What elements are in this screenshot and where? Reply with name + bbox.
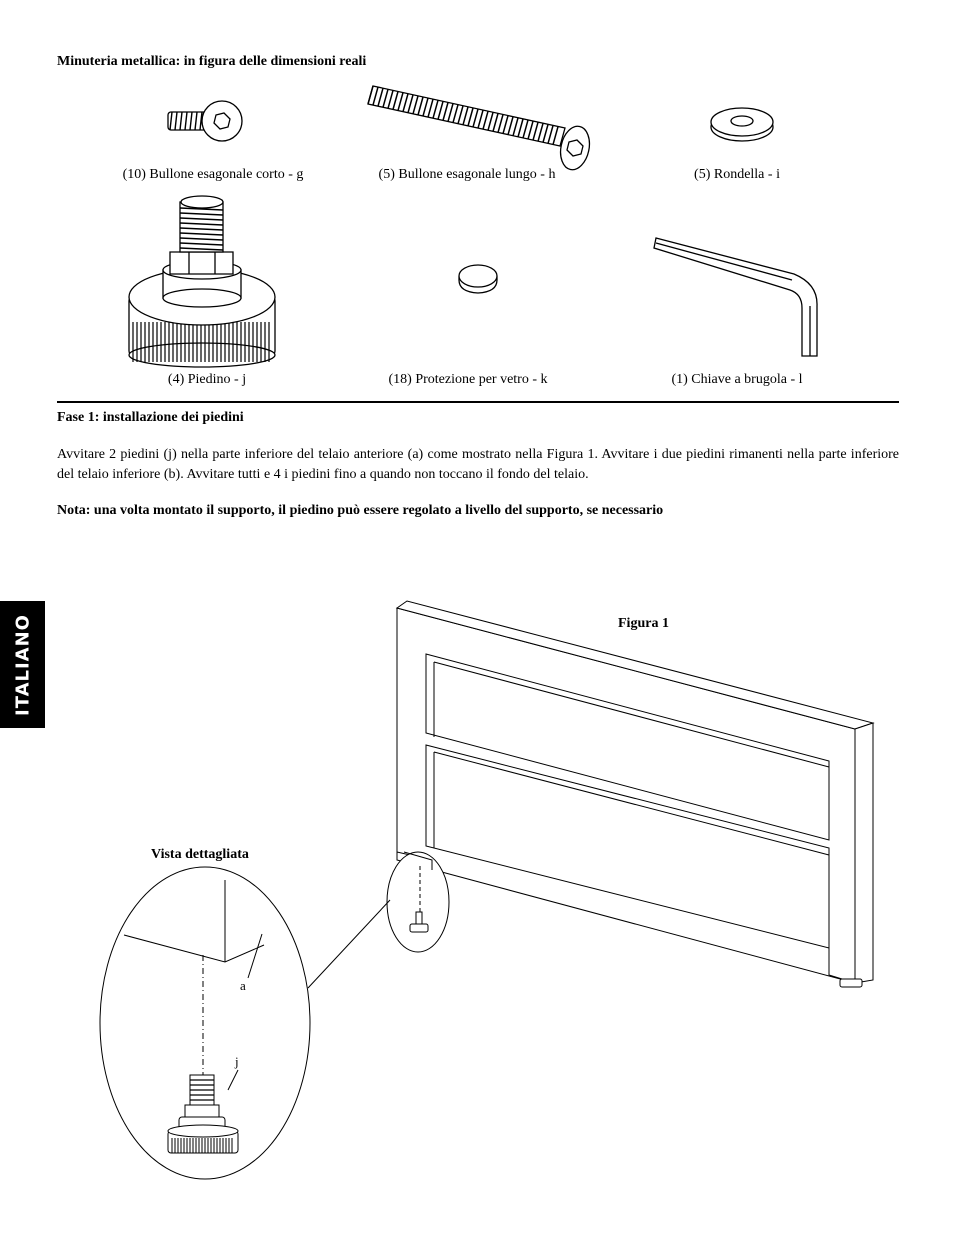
hardware-caption-allen-key: (1) Chiave a brugola - l [671, 372, 803, 387]
callout-j-label: j [235, 1054, 239, 1069]
callout-a-label: a [240, 978, 246, 993]
figure-label: Figura 1 [618, 616, 669, 631]
step-note: Nota: una volta montato il supporto, il piedino può essere regolato a livello del supporto, se necessario [57, 503, 664, 518]
step-instructions: Avvitare 2 piedini (j) nella parte inferiore del telaio anteriore (a) come mostrato nella Figura 1. Avvitare i due piedini rimanenti nella parte inferiore del telaio inferiore (b). Avvitare tutti e 4 i piedini fino a quando non toccano il fondo del telaio. [57, 447, 899, 482]
hardware-caption-leveling-foot: (4) Piedino - j [167, 372, 247, 387]
hardware-caption-long-bolt: (5) Bullone esagonale lungo - h [378, 167, 556, 182]
language-label: ITALIANO [12, 613, 33, 716]
hardware-caption-short-bolt: (10) Bullone esagonale corto - g [122, 167, 304, 182]
detail-view-label: Vista dettagliata [151, 847, 249, 862]
hardware-title: Minuteria metallica: in figura delle dimensioni reali [57, 54, 367, 69]
hardware-caption-washer: (5) Rondella - i [694, 167, 780, 182]
step-title: Fase 1: installazione dei piedini [57, 410, 244, 425]
hardware-caption-glass-protector: (18) Protezione per vetro - k [388, 372, 548, 387]
